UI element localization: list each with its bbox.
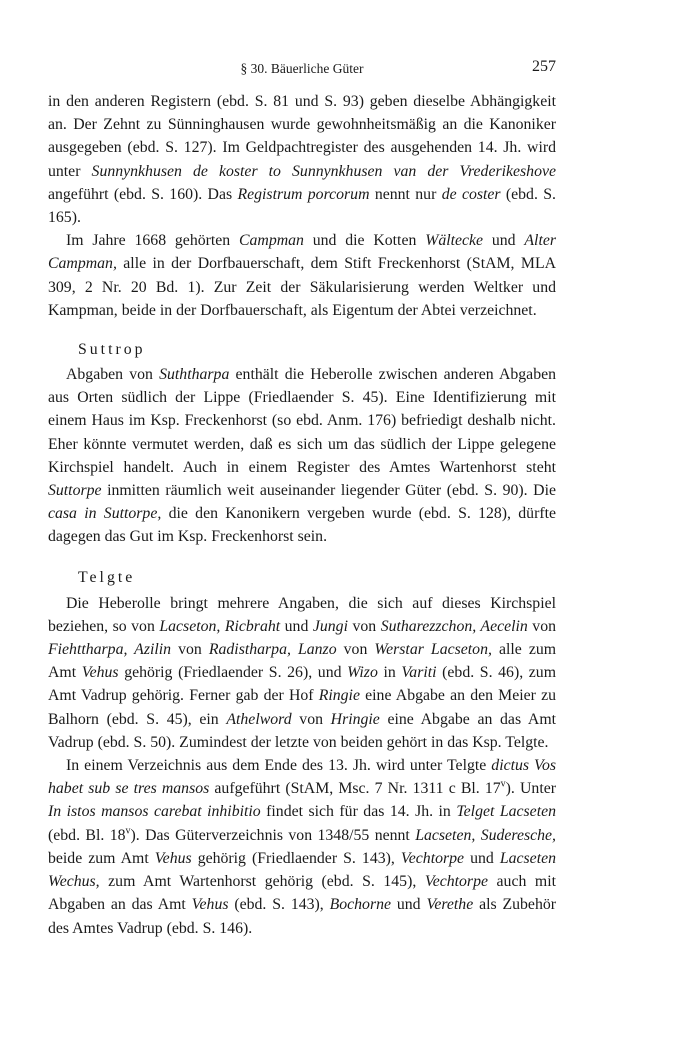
page-number: 257	[532, 58, 556, 75]
paragraph-1668: Im Jahre 1668 gehörten Campman und die Kotten Wältecke und Alter Campman, alle in der Dorfbauerschaft, dem Stift Freckenhorst (StAM, MLA 309, 2 Nr. 20 Bd. 1). Zur Zeit der Säkularisierung werden Weltker und Kampman, beide in der Dorfbauerschaft, als Eigentum der Abtei verzeichnet.	[48, 232, 556, 319]
paragraph-telgte-heberolle: Die Heberolle bringt mehrere Angaben, die sich auf dieses Kirchspiel beziehen, so von Lacseton, Ricbraht und Jungi von Sutharezzchon, Aecelin von Fiehttharpa, Azilin von Radistharpa, Lanzo von Werstar Lacseton, alle zum Amt Vehus gehörig (Friedlaender S. 26), und Wizo in Variti (ebd. S. 46), zum Amt Vadrup gehörig. Ferner gab der Hof Ringie eine Abgabe an den Meier zu Balhorn (ebd. S. 45), ein Athelword von Hringie eine Abgabe an das Amt Vadrup (ebd. S. 50). Zumindest der letzte von beiden gehört in das Ksp. Telgte.	[48, 594, 557, 751]
paragraph-suttrop: Abgaben von Suththarpa enthält die Heberolle zwischen anderen Abgaben aus Orten südlich der Lippe (Friedlaender S. 45). Eine Identifizierung mit einem Haus im Ksp. Freckenhorst (so ebd. Anm. 176) befriedigt deshalb nicht. Eher könnte vermutet werden, daß es sich um das südlich der Lippe gelegene Kirchspiel handelt. Auch in einem Register des Amtes Wartenhorst steht Suttorpe inmitten räumlich weit auseinander liegender Güter (ebd. S. 90). Die casa in Suttorpe, die den Kanonikern vergeben wurde (ebd. S. 128), dürfte dagegen das Gut im Ksp. Freckenhorst sein.	[48, 366, 556, 546]
page-header	[48, 58, 556, 82]
paragraph-zehnt: in den anderen Registern (ebd. S. 81 und S. 93) geben dieselbe Abhängigkeit an. Der Zehnt zu Sünninghausen wurde gewohnheitsmäßig an die Kanoniker ausgegeben (ebd. S. 127). Im Geldpachtregister des ausgehenden 14. Jh. wird unter Sunnynkhusen de koster to Sunnynkhusen van der Vrederikeshove angeführt (ebd. S. 160). Das Registrum porcorum nennt nur de coster (ebd. S. 165).	[48, 93, 556, 227]
book-page	[48, 58, 556, 940]
section-heading-telgte: Telgte	[78, 568, 136, 586]
running-title: § 30. Bäuerliche Güter	[240, 61, 364, 76]
paragraph-telgte-verzeichnis: In einem Verzeichnis aus dem Ende des 13. Jh. wird unter Telgte dictus Vos habet sub se tres mansos aufgeführt (StAM, Msc. 7 Nr. 1311 c Bl. 17$^v$). Unter In istos mansos carebat inhibitio findet sich für das 14. Jh. in Telget Lacseten (ebd. Bl. 18$^v$). Das Güterverzeichnis von 1348/55 nennt Lacseten, Suderesche, beide zum Amt Vehus gehörig (Friedlaender S. 143), Vechtorpe und Lacseten Wechus, zum Amt Wartenhorst gehörig (ebd. S. 145), Vechtorpe auch mit Abgaben an das Amt Vehus (ebd. S. 143), Bochorne und Verethe als Zubehör des Amtes Vadrup (ebd. S. 146).	[48, 757, 557, 937]
section-heading-suttrop: Suttrop	[78, 341, 146, 359]
